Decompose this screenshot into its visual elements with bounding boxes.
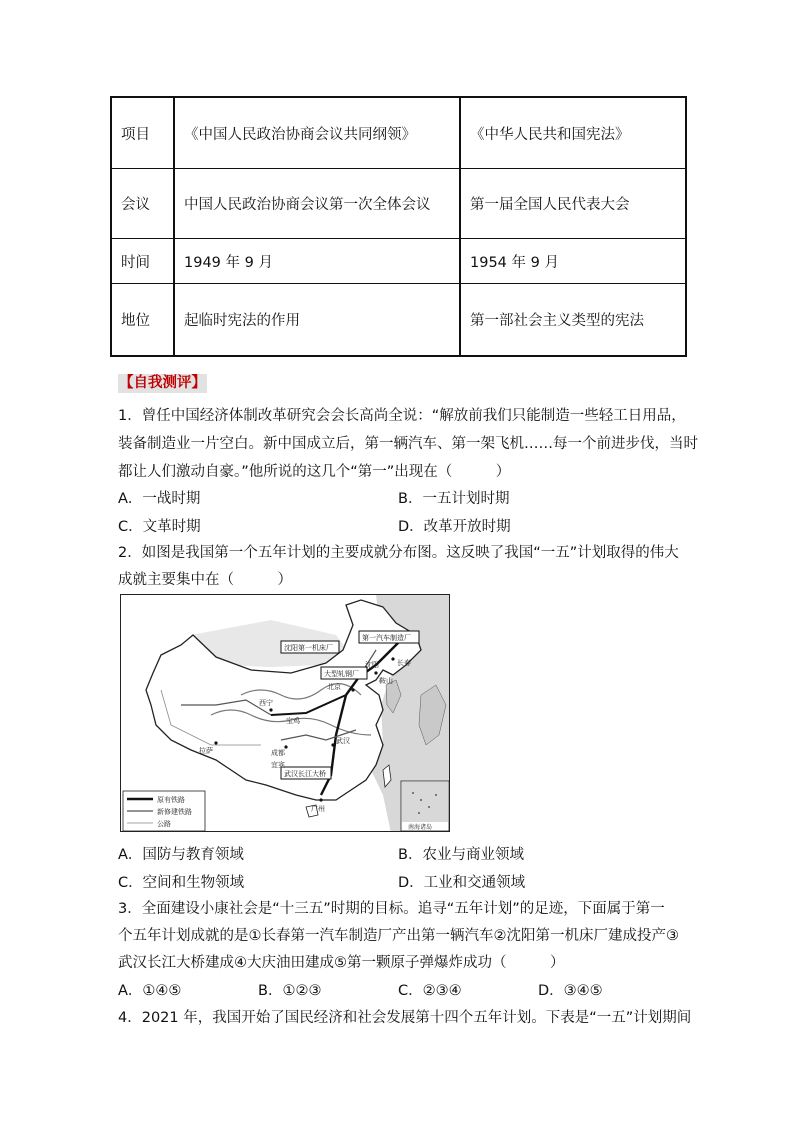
option-c[interactable]: C．文革时期 (118, 519, 201, 535)
city-label: 西宁 (259, 699, 273, 707)
map-box-label: 沈阳第一机床厂 (284, 644, 333, 652)
table-cell: 时间 (111, 239, 174, 284)
city-label: 鞍山 (379, 677, 393, 685)
city-label: 宝鸡 (286, 717, 300, 725)
comparison-table (110, 96, 687, 357)
option-c[interactable]: C．②③④ (398, 983, 462, 999)
table-cell: 地位 (111, 284, 174, 357)
table-cell: 第一届全国人民代表大会 (460, 169, 686, 239)
table-cell: 1949 年 9 月 (174, 239, 460, 284)
city-label: 广州 (311, 805, 325, 813)
table-cell: 《中国人民政治协商会议共同纲领》 (174, 97, 460, 169)
city-label: 成都 (271, 749, 285, 757)
map-box-label: 大型轧钢厂 (324, 670, 359, 678)
question-text: 成就主要集中在（ ） (118, 572, 292, 588)
city-label: 宜宾 (271, 761, 285, 769)
table-cell: 起临时宪法的作用 (174, 284, 460, 357)
question-text: 3．全面建设小康社会是“十三五”时期的目标。追寻“五年计划”的足迹，下面属于第一 (118, 901, 665, 917)
legend-label: 新修建铁路 (157, 808, 192, 816)
option-b[interactable]: B．一五计划时期 (398, 491, 510, 507)
table-row (111, 239, 686, 284)
question-text: 1．曾任中国经济体制改革研究会会长高尚全说：“解放前我们只能制造一些轻工日用品， (118, 408, 686, 424)
map-box-label: 武汉长江大桥 (284, 770, 326, 778)
question-text: 个五年计划成就的是①长春第一汽车制造厂产出第一辆汽车②沈阳第一机床厂建成投产③ (118, 928, 679, 944)
legend-label: 公路 (157, 820, 171, 828)
question-text: 装备制造业一片空白。新中国成立后，第一辆汽车、第一架飞机……每一个前进步伐，当时 (118, 436, 698, 452)
city-label: 长春 (397, 659, 411, 667)
table-cell: 中国人民政治协商会议第一次全体会议 (174, 169, 460, 239)
option-d[interactable]: D．③④⑤ (538, 983, 603, 999)
city-label: 北京 (327, 683, 341, 691)
table-row (111, 169, 686, 239)
map-box-label: 第一汽车制造厂 (362, 634, 411, 642)
inset-label: 南海诸岛 (408, 824, 433, 831)
question-text: 4．2021 年，我国开始了国民经济和社会发展第十四个五年计划。下表是“一五”计划期间 (118, 1010, 692, 1026)
table-row (111, 284, 686, 357)
option-a[interactable]: A．国防与教育领域 (118, 847, 244, 863)
option-d[interactable]: D．工业和交通领域 (398, 875, 526, 891)
table-cell: 会议 (111, 169, 174, 239)
table-cell: 《中华人民共和国宪法》 (460, 97, 686, 169)
section-tag: 【自我测评】 (119, 375, 206, 391)
city-label: 沈阳 (365, 661, 379, 669)
legend-label: 原有铁路 (157, 796, 185, 804)
city-label: 武汉 (336, 737, 350, 745)
city-label: 拉萨 (199, 747, 213, 755)
option-c[interactable]: C．空间和生物领域 (118, 875, 245, 891)
option-a[interactable]: A．一战时期 (118, 491, 201, 507)
table-row (111, 97, 686, 169)
table-cell: 项目 (111, 97, 174, 169)
first-five-year-plan-map (120, 594, 450, 832)
question-text: 武汉长江大桥建成④大庆油田建成⑤第一颗原子弹爆炸成功（ ） (118, 955, 565, 971)
option-b[interactable]: B．农业与商业领域 (398, 847, 524, 863)
option-b[interactable]: B．①②③ (258, 983, 322, 999)
option-d[interactable]: D．改革开放时期 (398, 519, 511, 535)
question-text: 2．如图是我国第一个五年计划的主要成就分布图。这反映了我国“一五”计划取得的伟大 (118, 545, 679, 561)
option-a[interactable]: A．①④⑤ (118, 983, 182, 999)
question-text: 都让人们激动自豪。”他所说的这几个“第一”出现在（ ） (118, 464, 511, 480)
table-cell: 1954 年 9 月 (460, 239, 686, 284)
table-cell: 第一部社会主义类型的宪法 (460, 284, 686, 357)
